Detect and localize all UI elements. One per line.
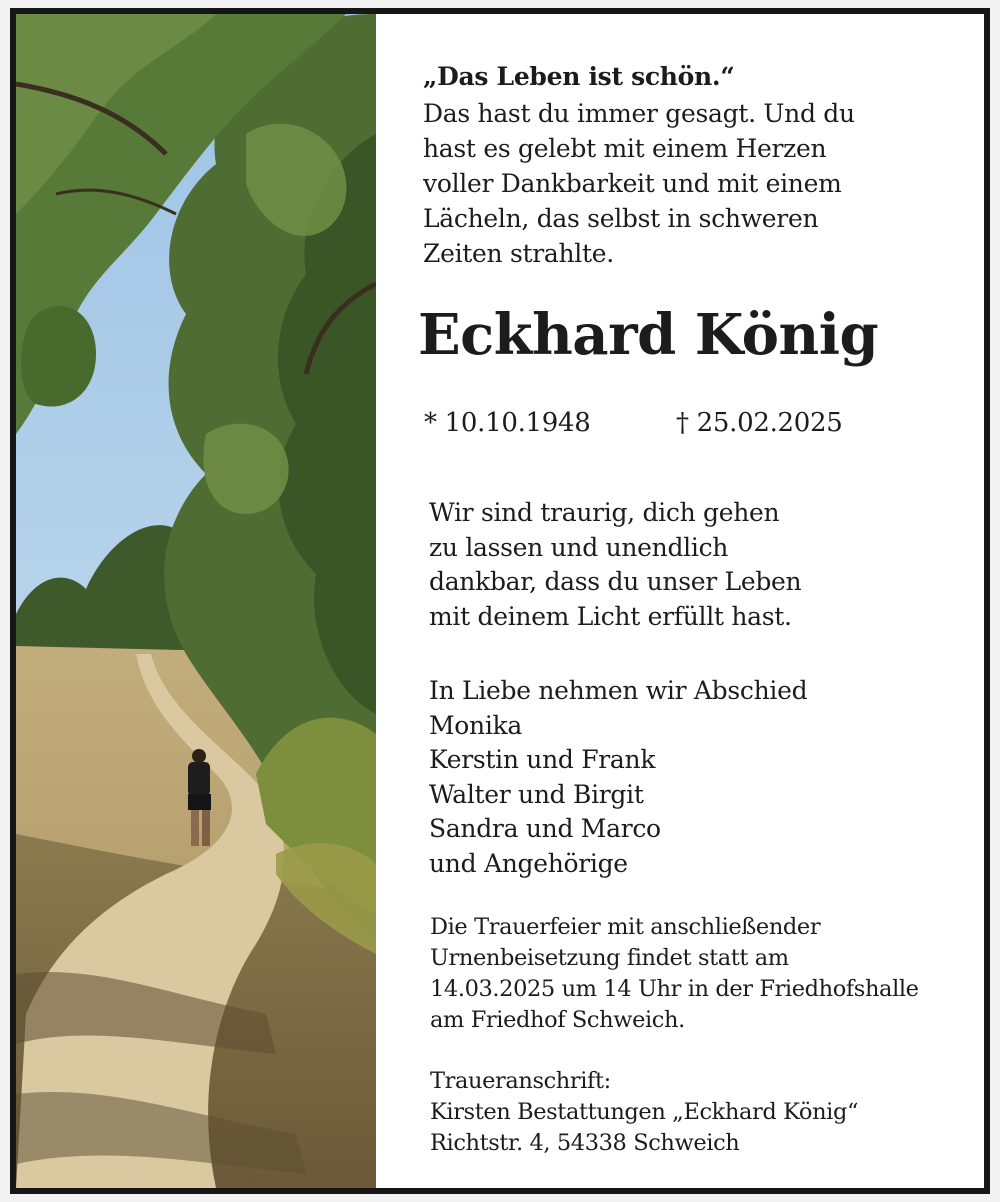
death-date: † 25.02.2025 (676, 408, 843, 438)
mourners-list (429, 674, 807, 881)
grief-line: Wir sind traurig, dich gehen (429, 498, 780, 527)
quote-title: „Das Leben ist schön.“ (423, 62, 735, 91)
landscape-photo (16, 14, 376, 1188)
ceremony-line: 14.03.2025 um 14 Uhr in der Friedhofshalle (430, 976, 919, 1002)
quote-line: Lächeln, das selbst in schweren (423, 204, 819, 233)
quote-text (423, 96, 963, 271)
grief-line: zu lassen und unendlich (429, 532, 729, 562)
grief-text (429, 496, 801, 634)
mourning-address (430, 1066, 858, 1159)
ceremony-line: am Friedhof Schweich. (430, 1007, 685, 1033)
mourner-line: Walter und Birgit (429, 779, 644, 809)
grief-line: dankbar, dass du unser Leben (429, 567, 802, 596)
ceremony-line: Die Trauerfeier mit anschließender (430, 914, 821, 940)
deceased-name: Eckhard König (418, 302, 879, 368)
mourner-line: Monika (429, 710, 522, 740)
birth-date: * 10.10.1948 (424, 408, 591, 438)
address-line: Richtstr. 4, 54338 Schweich (430, 1130, 740, 1156)
mourner-line: Kerstin und Frank (429, 745, 656, 774)
address-line: Kirsten Bestattungen „Eckhard König“ (430, 1099, 859, 1125)
grief-line: mit deinem Licht erfüllt hast. (429, 601, 792, 631)
address-line: Traueranschrift: (430, 1068, 611, 1094)
ceremony-line: Urnenbeisetzung findet statt am (430, 945, 789, 971)
quote-line: hast es gelebt mit einem Herzen (423, 134, 827, 163)
landscape-photo-icon (16, 14, 376, 1188)
mourner-line: Sandra und Marco (429, 814, 661, 843)
mourner-line: und Angehörige (429, 848, 628, 878)
obituary-frame (10, 8, 990, 1194)
mourner-line: In Liebe nehmen wir Abschied (429, 676, 808, 705)
ceremony-info (430, 912, 919, 1036)
quote-line: Das hast du immer gesagt. Und du (423, 99, 855, 128)
quote-line: voller Dankbarkeit und mit einem (423, 169, 842, 198)
obituary-card (16, 14, 984, 1188)
quote-line: Zeiten strahlte. (423, 239, 614, 268)
